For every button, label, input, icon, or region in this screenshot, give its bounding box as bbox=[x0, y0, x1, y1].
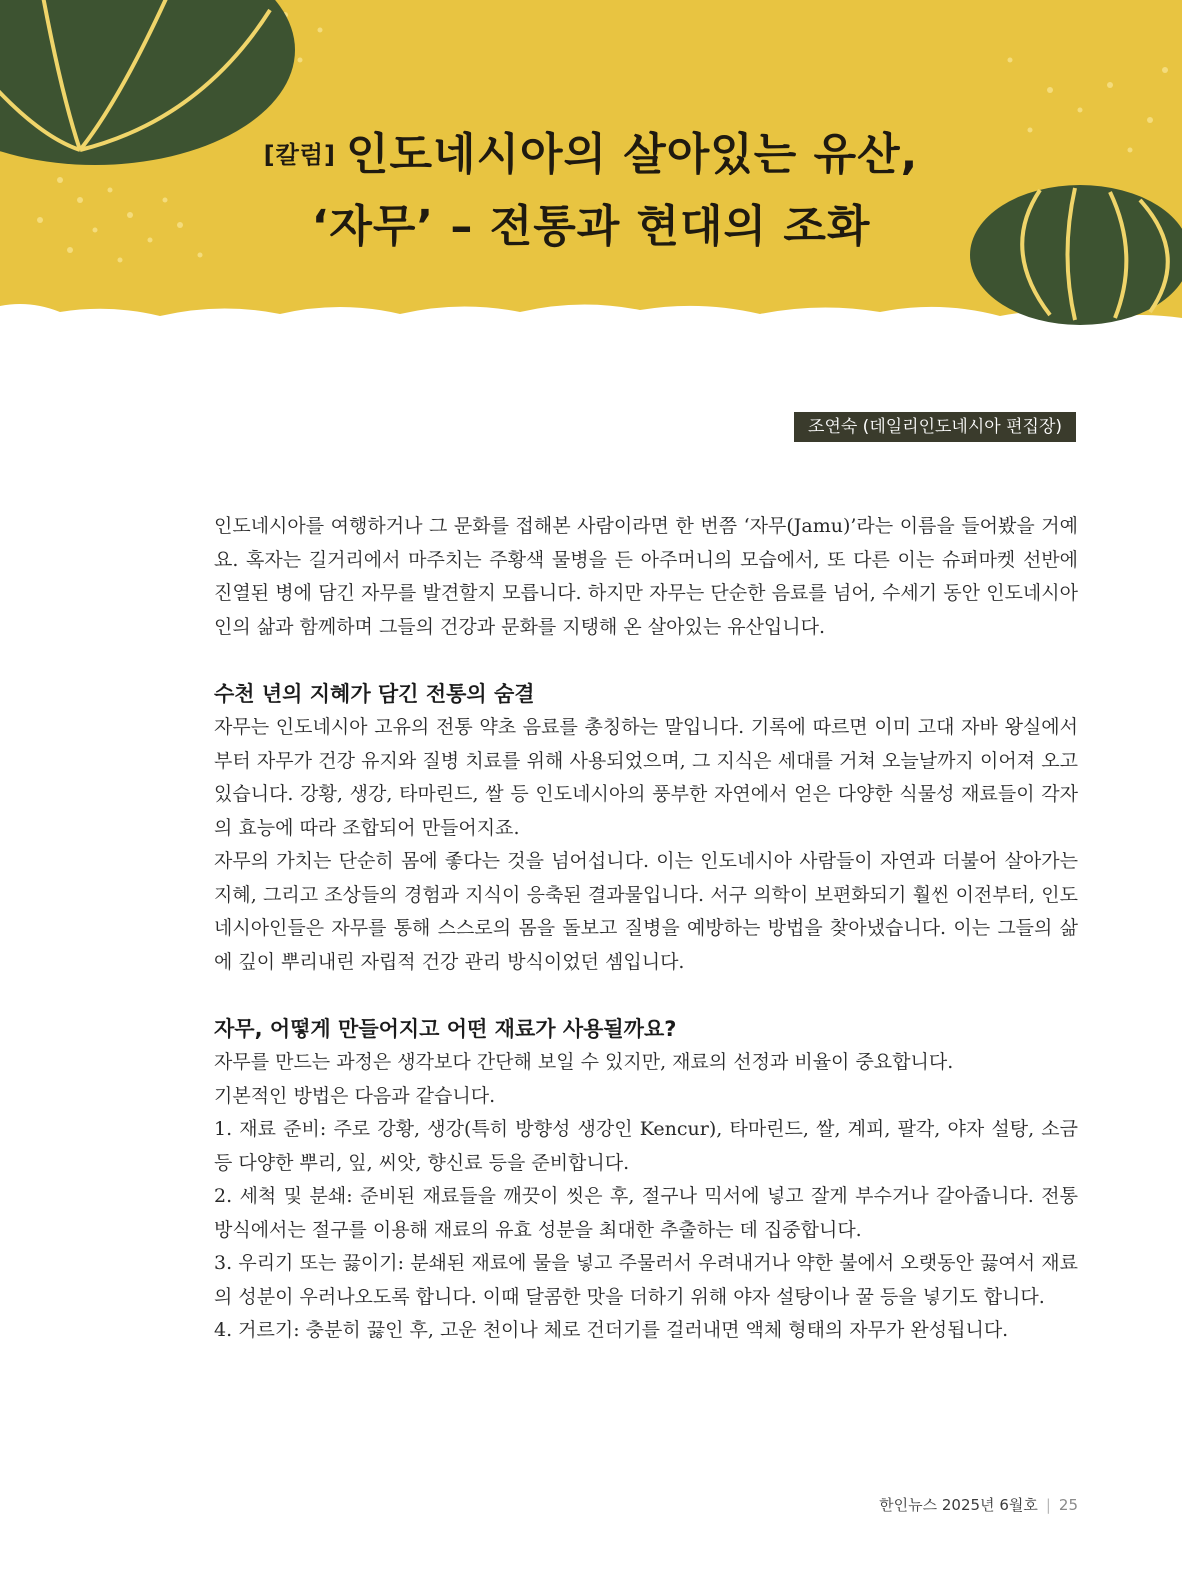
title-line-1 bbox=[0, 122, 1182, 194]
section1-paragraph-2: 자무의 가치는 단순히 몸에 좋다는 것을 넘어섭니다. 이는 인도네시아 사람들이 자연과 더불어 살아가는 지혜, 그리고 조상들의 경험과 지식이 응축된 결과물입니다. 서구 의학이 보편화되기 훨씬 이전부터, 인도네시아인들은 자무를 통해 스스로의 몸을 돌보고 질병을 예방하는 방법을 찾아냈습니다. 이는 그들의 삶에 깊이 뿌리내린 자립적 건강 관리 방식이었던 셈입니다. bbox=[214, 850, 1078, 973]
column-tag: [칼럼] bbox=[263, 141, 336, 169]
step-item: 2. 세척 및 분쇄: 준비된 재료들을 깨끗이 씻은 후, 절구나 믹서에 넣고 잘게 부수거나 갈아줍니다. 전통 방식에서는 절구를 이용해 재료의 유효 성분을 최대한 추출하는 데 집중합니다. bbox=[214, 1185, 1078, 1241]
title-text-1: 인도네시아의 살아있는 유산, bbox=[345, 129, 919, 180]
section2-paragraph-2: 기본적인 방법은 다음과 같습니다. bbox=[214, 1084, 496, 1107]
section-heading-2: 자무, 어떻게 만들어지고 어떤 재료가 사용될까요? bbox=[214, 1016, 677, 1041]
intro-paragraph: 인도네시아를 여행하거나 그 문화를 접해본 사람이라면 한 번쯤 ‘자무(Jamu)’라는 이름을 들어봤을 거예요. 혹자는 길거리에서 마주치는 주황색 물병을 든 아주머니의 모습에서, 또 다른 이는 슈퍼마켓 선반에 진열된 병에 담긴 자무를 발견할지 모릅니다. 하지만 자무는 단순한 음료를 넘어, 수세기 동안 인도네시아인의 삶과 함께하며 그들의 건강과 문화를 지탱해 온 살아있는 유산입니다. bbox=[214, 515, 1078, 638]
page-number: 25 bbox=[1058, 1496, 1078, 1514]
title-line-2: ‘자무’ – 전통과 현대의 조화 bbox=[311, 201, 871, 252]
article-title bbox=[0, 122, 1182, 260]
section2-paragraph-1: 자무를 만드는 과정은 생각보다 간단해 보일 수 있지만, 재료의 선정과 비율이 중요합니다. bbox=[214, 1051, 954, 1073]
step-item: 3. 우리기 또는 끓이기: 분쇄된 재료에 물을 넣고 주물러서 우려내거나 약한 불에서 오랫동안 끓여서 재료의 성분이 우러나오도록 합니다. 이때 달콤한 맛을 더하기 위해 야자 설탕이나 꿀 등을 넣기도 합니다. bbox=[214, 1252, 1078, 1308]
article-body bbox=[214, 510, 1078, 1348]
section-heading-1: 수천 년의 지혜가 담긴 전통의 숨결 bbox=[214, 681, 535, 706]
publication-name: 한인뉴스 2025년 6월호 bbox=[879, 1496, 1038, 1514]
section1-paragraph-1: 자무는 인도네시아 고유의 전통 약초 음료를 총칭하는 말입니다. 기록에 따르면 이미 고대 자바 왕실에서부터 자무가 건강 유지와 질병 치료를 위해 사용되었으며, 그 지식은 세대를 거쳐 오늘날까지 이어져 오고 있습니다. 강황, 생강, 타마린드, 쌀 등 인도네시아의 풍부한 자연에서 얻은 다양한 식물성 재료들이 각자의 효능에 따라 조합되어 만들어지죠. bbox=[214, 716, 1078, 839]
step-item: 1. 재료 준비: 주로 강황, 생강(특히 방향성 생강인 Kencur), 타마린드, 쌀, 계피, 팔각, 야자 설탕, 소금 등 다양한 뿌리, 잎, 씨앗, 향신료 등을 준비합니다. bbox=[214, 1118, 1078, 1174]
step-item: 4. 거르기: 충분히 끓인 후, 고운 천이나 체로 건더기를 걸러내면 액체 형태의 자무가 완성됩니다. bbox=[214, 1319, 1009, 1341]
page-footer bbox=[879, 1494, 1078, 1515]
footer-divider: | bbox=[1045, 1496, 1051, 1514]
author-badge: 조연숙 (데일리인도네시아 편집장) bbox=[794, 412, 1076, 442]
